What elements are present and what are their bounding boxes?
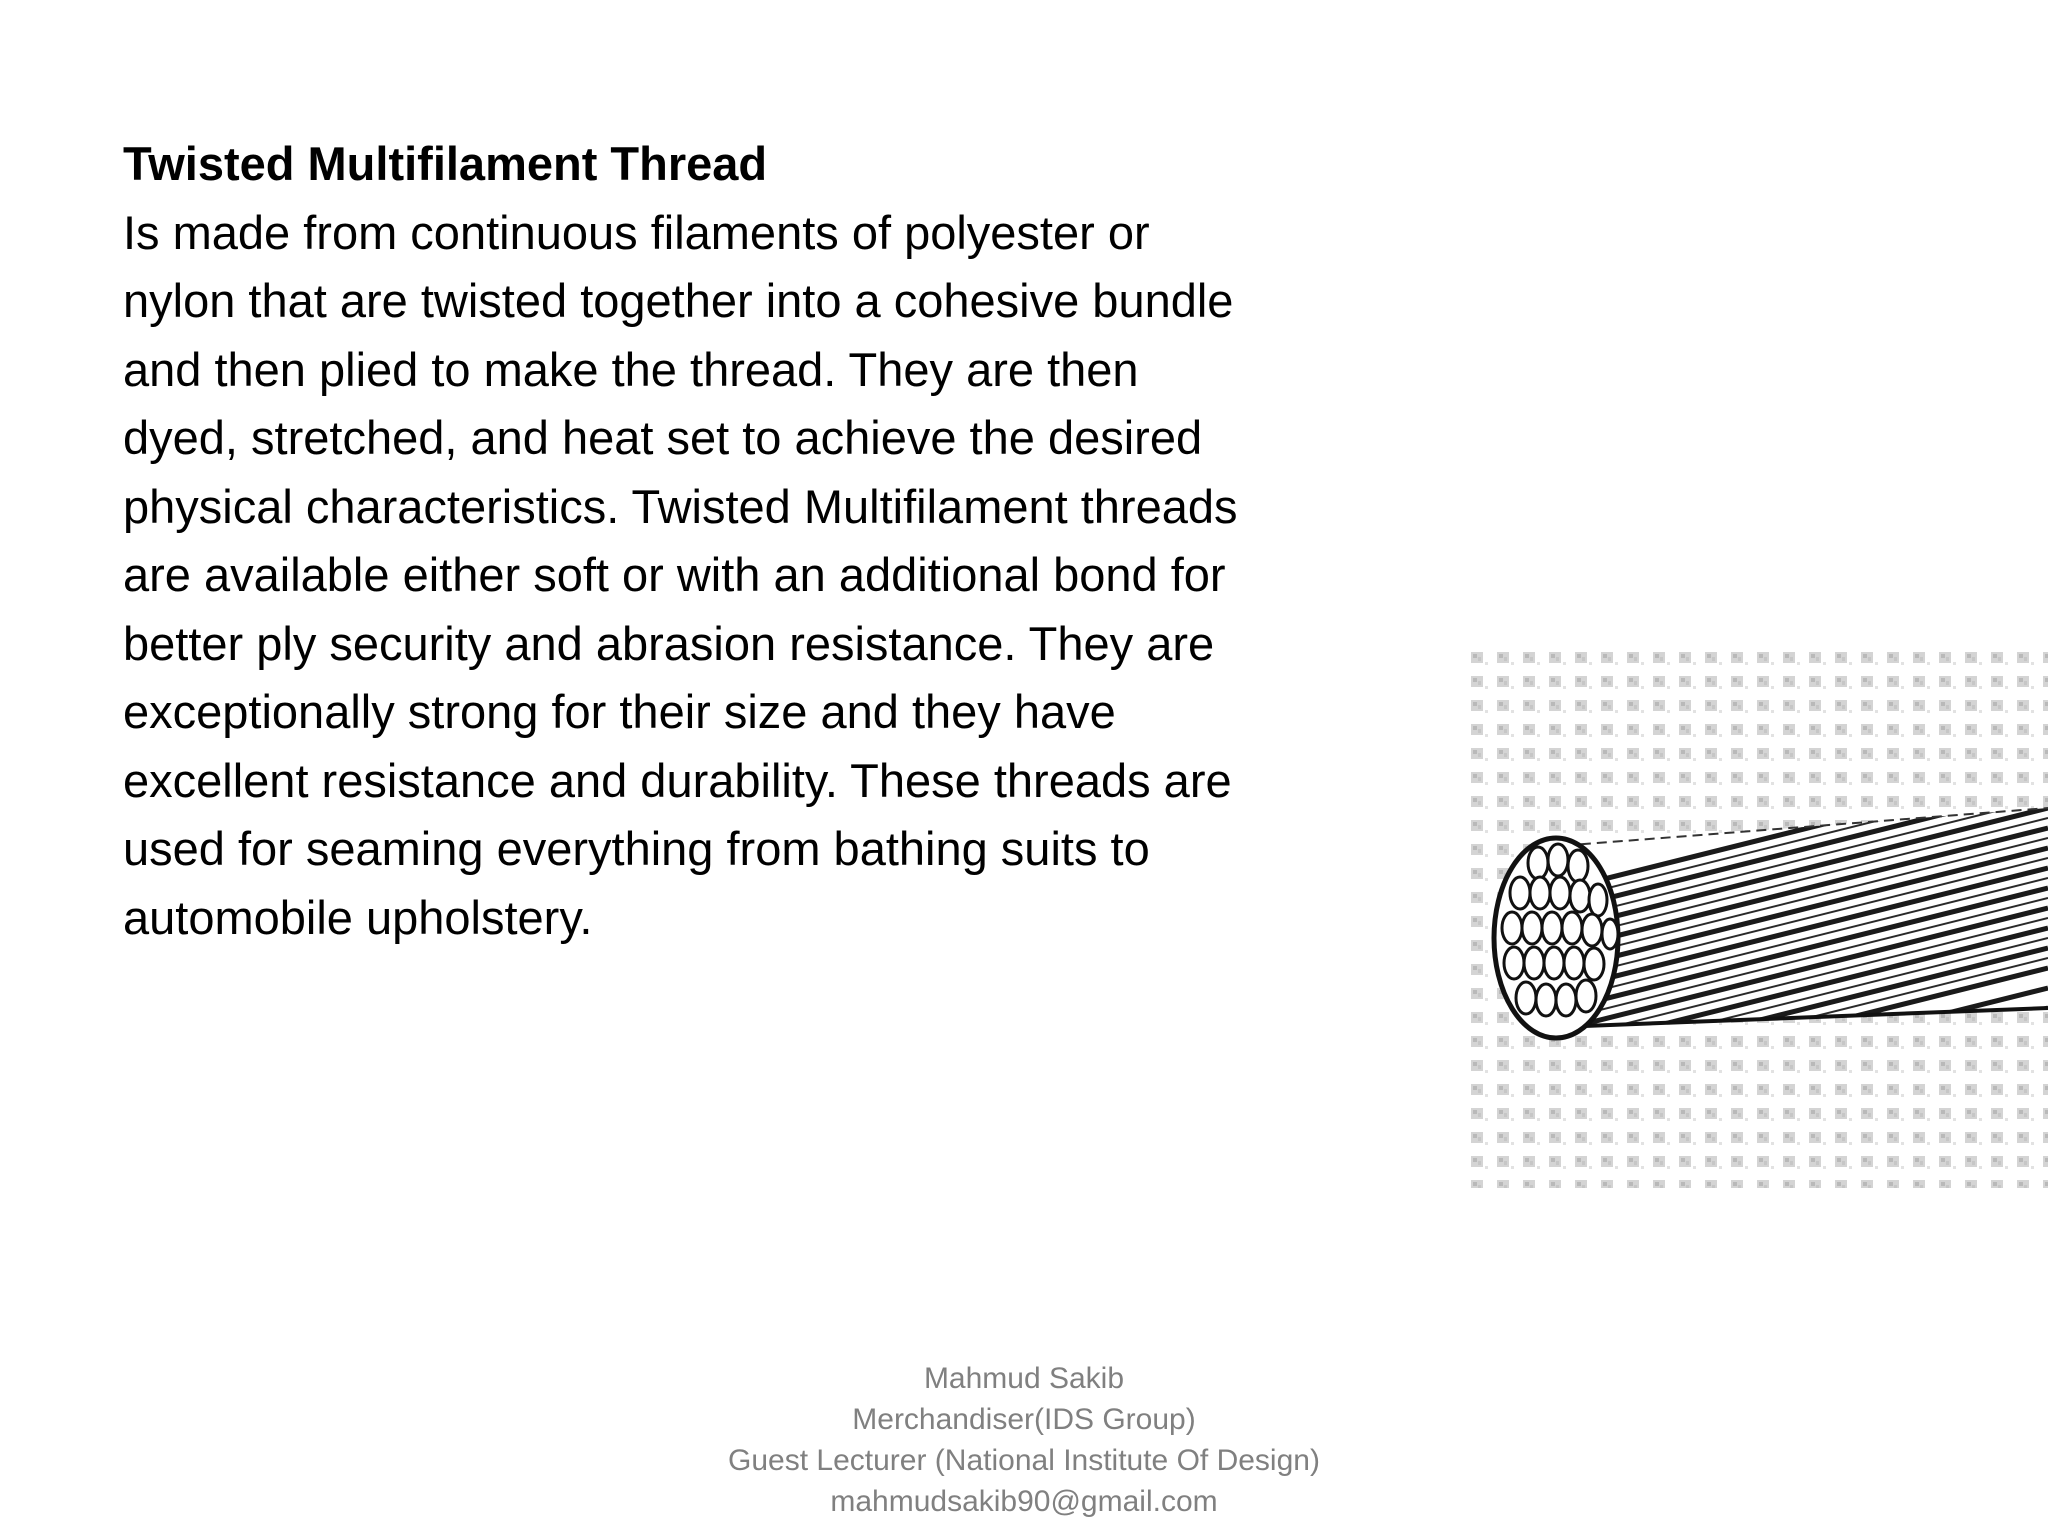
body-line: are available either soft or with an additional bond for xyxy=(123,548,1226,601)
thread-illustration xyxy=(1468,648,2048,1188)
body-line: exceptionally strong for their size and they have xyxy=(123,685,1116,738)
body-line: nylon that are twisted together into a cohesive bundle xyxy=(123,274,1234,327)
body-line: dyed, stretched, and heat set to achieve the desired xyxy=(123,411,1203,464)
body-line: Is made from continuous filaments of polyester or xyxy=(123,205,1150,259)
slide-title: Twisted Multifilament Thread xyxy=(123,137,768,190)
body-line: excellent resistance and durability. These threads are xyxy=(123,753,1232,807)
body-line: better ply security and abrasion resistance. They are xyxy=(123,616,1215,670)
author-lecturer: Guest Lecturer (National Institute Of Design) xyxy=(728,1444,1320,1477)
author-role: Merchandiser(IDS Group) xyxy=(852,1403,1196,1436)
twisted-multifilament-thread-icon xyxy=(1468,648,2048,1188)
body-line: used for seaming everything from bathing suits to xyxy=(123,822,1150,875)
author-name: Mahmud Sakib xyxy=(923,1362,1125,1395)
body-line: physical characteristics. Twisted Multifilament threads xyxy=(123,479,1238,533)
body-line: and then plied to make the thread. They are then xyxy=(123,342,1139,396)
body-line: automobile upholstery. xyxy=(123,890,593,944)
presenter-footer xyxy=(0,1358,2048,1522)
author-email: mahmudsakib90@gmail.com xyxy=(830,1485,1218,1518)
slide-content xyxy=(123,130,1393,952)
